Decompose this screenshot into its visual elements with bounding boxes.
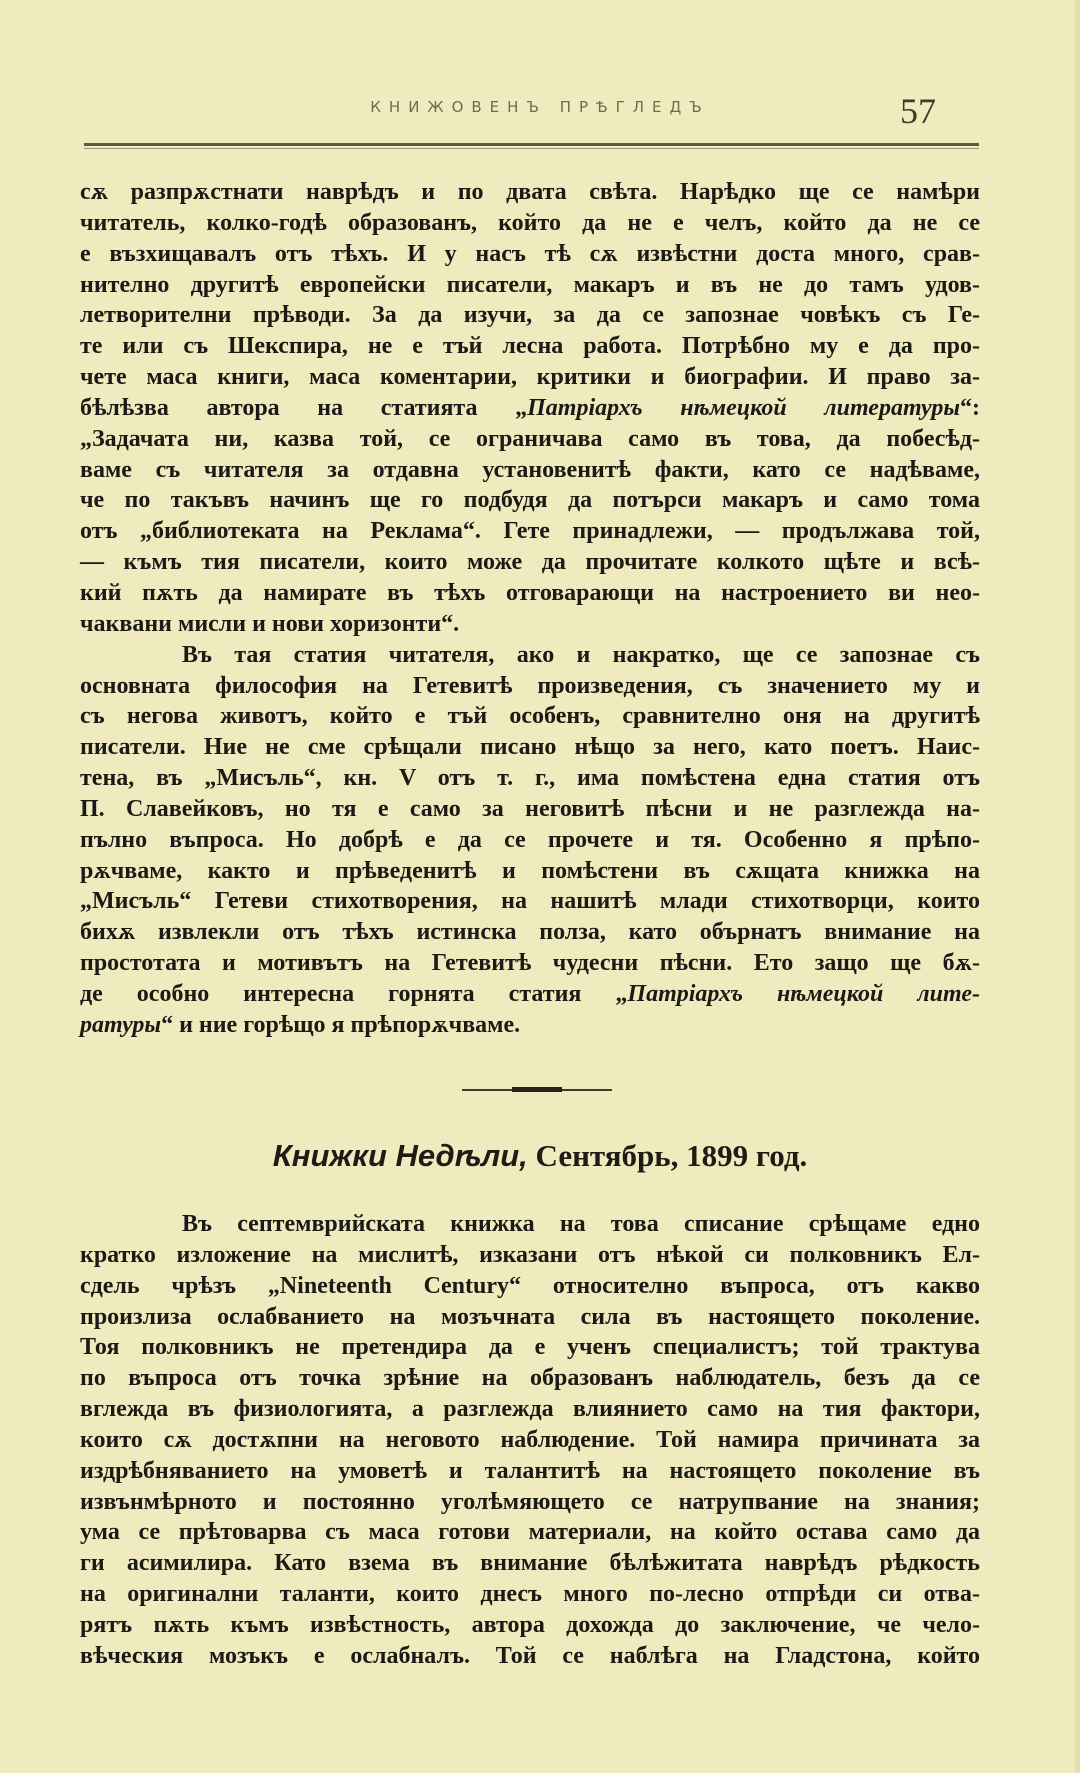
text-line: ги асимилира. Като взема въ внимание бѣлѣжитата наврѣдъ рѣдкость: [80, 1550, 980, 1577]
text-line: „Задачата ни, казва той, се ограничава само въ това, да побесѣд-: [80, 425, 980, 452]
text-line: П. Славейковъ, но тя е само за неговитѣ пѣсни и не разглежда на-: [80, 795, 980, 822]
text-line: кий пѫть да намирате въ тѣхъ отговарающи на настроението ви нео-: [80, 579, 980, 606]
text-segment: бѣлѣзва автора на статията „: [80, 394, 528, 421]
header-rule-thin: [84, 148, 979, 149]
text-line: нително другитѣ европейски писатели, макаръ и въ не до тамъ удов-: [80, 271, 980, 298]
text-line: [80, 1010, 980, 1041]
text-line: писатели. Ние не сме срѣщали писано нѣщо за него, като поетъ. Наис-: [80, 734, 980, 761]
header-rule: [84, 143, 979, 146]
text-line: читатель, колко-годѣ образованъ, който да не е челъ, който да не се: [80, 209, 980, 236]
text-line: рѫчваме, както и прѣведенитѣ и помѣстени въ сѫщата книжка на: [80, 857, 980, 884]
page-number: 57: [900, 91, 936, 131]
text-line: отъ „библиотеката на Реклама“. Гете принадлежи, — продължава той,: [80, 518, 980, 545]
text-line: — къмъ тия писатели, които може да прочитате колкото щѣте и всѣ-: [80, 549, 980, 576]
text-line: те или съ Шекспира, не е тъй лесна работа. Потрѣбно му е да про-: [80, 333, 980, 360]
article-title-italic: ратуры: [80, 1011, 162, 1038]
text-line: Тоя полковникъ не претендира да е ученъ специалистъ; той трактува: [80, 1334, 980, 1361]
text-line: основната философия на Гетевитѣ произведения, съ значението му и: [80, 672, 980, 699]
section-separator-mark: [512, 1087, 562, 1092]
text-line: на оригинални таланти, които днесъ много по-лесно отпрѣди си отва-: [80, 1581, 980, 1608]
article-goethe-review: [80, 177, 980, 1041]
text-line: летворителни прѣводи. За да изучи, за да се запознае човѣкъ съ Ге-: [80, 302, 980, 329]
text-line: извънмѣрното и постоянно уголѣмяющето се натрупвание на знания;: [80, 1488, 980, 1515]
text-line: вѣческия мозъкъ е ослабналъ. Той се наблѣга на Гладстона, който: [80, 1642, 980, 1669]
text-line: които сѫ достѫпни на неговото наблюдение. Той намира причината за: [80, 1426, 980, 1453]
text-segment: “ и ние горѣщо я прѣпорѫчваме.: [161, 1011, 521, 1038]
text-line: сдель чрѣзъ „Nineteenth Century“ относително въпроса, отъ какво: [80, 1272, 980, 1299]
text-line: сѫ разпрѫстнати наврѣдъ и по двата свѣта. Нарѣдко ще се намѣри: [80, 179, 980, 205]
article-nedeli-review: [80, 1209, 980, 1672]
section-heading: [0, 1136, 1080, 1176]
text-line: пълно въпроса. Но добрѣ е да се прочете и тя. Особенно я прѣпо-: [80, 826, 980, 853]
text-segment: “:: [960, 394, 981, 421]
issue-date: Сентябрь, 1899 год.: [535, 1138, 808, 1173]
article-title-italic: Патріархъ нѣмецкой лите-: [627, 980, 981, 1007]
running-head: КНИЖОВЕНЪ ПРѢГЛЕДЪ: [370, 98, 710, 116]
text-line: издрѣбняванието на умоветѣ и талантитѣ на настоящето поколение въ: [80, 1457, 980, 1484]
text-line: [80, 393, 980, 424]
text-line: [80, 979, 980, 1010]
text-line: ума се прѣтоварва съ маса готови материали, на който остава само да: [80, 1519, 980, 1546]
text-line: простотата и мотивътъ на Гетевитѣ чудесни пѣсни. Ето защо ще бѫ-: [80, 950, 980, 977]
text-line: произлиза ослабванието на мозъчната сила въ настоящето поколение.: [80, 1303, 980, 1330]
text-line: е възхищавалъ отъ тѣхъ. И у насъ тѣ сѫ извѣстни доста много, срав-: [80, 240, 980, 267]
text-line: чете маса книги, маса коментарии, критики и биографии. И право за-: [80, 364, 980, 391]
text-line: чаквани мисли и нови хоризонти“.: [80, 610, 460, 637]
text-line: кратко изложение на мислитѣ, изказани отъ нѣкой си полковникъ Ел-: [80, 1241, 980, 1268]
text-line: че по такъвъ начинъ ще го подбудя да потърси макаръ и само тома: [80, 487, 980, 514]
text-line: бихѫ извлекли отъ тѣхъ истинска полза, като обърнатъ внимание на: [80, 919, 980, 946]
journal-title: Книжки Недѣли,: [272, 1138, 528, 1173]
text-segment: де особно интересна горнята статия „: [80, 980, 628, 1007]
text-line: вглежда въ физиологията, а разглежда влиянието само на тия фактори,: [80, 1396, 980, 1423]
text-line: съ негова животъ, който е тъй особенъ, сравнително оня на другитѣ: [80, 703, 980, 730]
article-title-italic: Патріархъ нѣмецкой литературы: [527, 394, 961, 421]
paragraph-first-line: Въ септемврийската книжка на това списание срѣщаме едно: [182, 1211, 980, 1237]
text-line: ваме съ читателя за отдавна установенитѣ факти, като се надѣваме,: [80, 456, 980, 483]
text-line: тена, въ „Мисъль“, кн. V отъ т. г., има помѣстена една статия отъ: [80, 765, 980, 792]
text-line: по въпроса отъ точка зрѣние на образованъ наблюдатель, безъ да се: [80, 1365, 980, 1392]
paragraph-first-line: Въ тая статия читателя, ако и накратко, ще се запознае съ: [182, 641, 980, 668]
text-line: рятъ пѫть къмъ извѣстность, автора дохожда до заключение, че чело-: [80, 1611, 980, 1638]
text-line: „Мисъль“ Гетеви стихотворения, на нашитѣ млади стихотворци, които: [80, 888, 980, 915]
